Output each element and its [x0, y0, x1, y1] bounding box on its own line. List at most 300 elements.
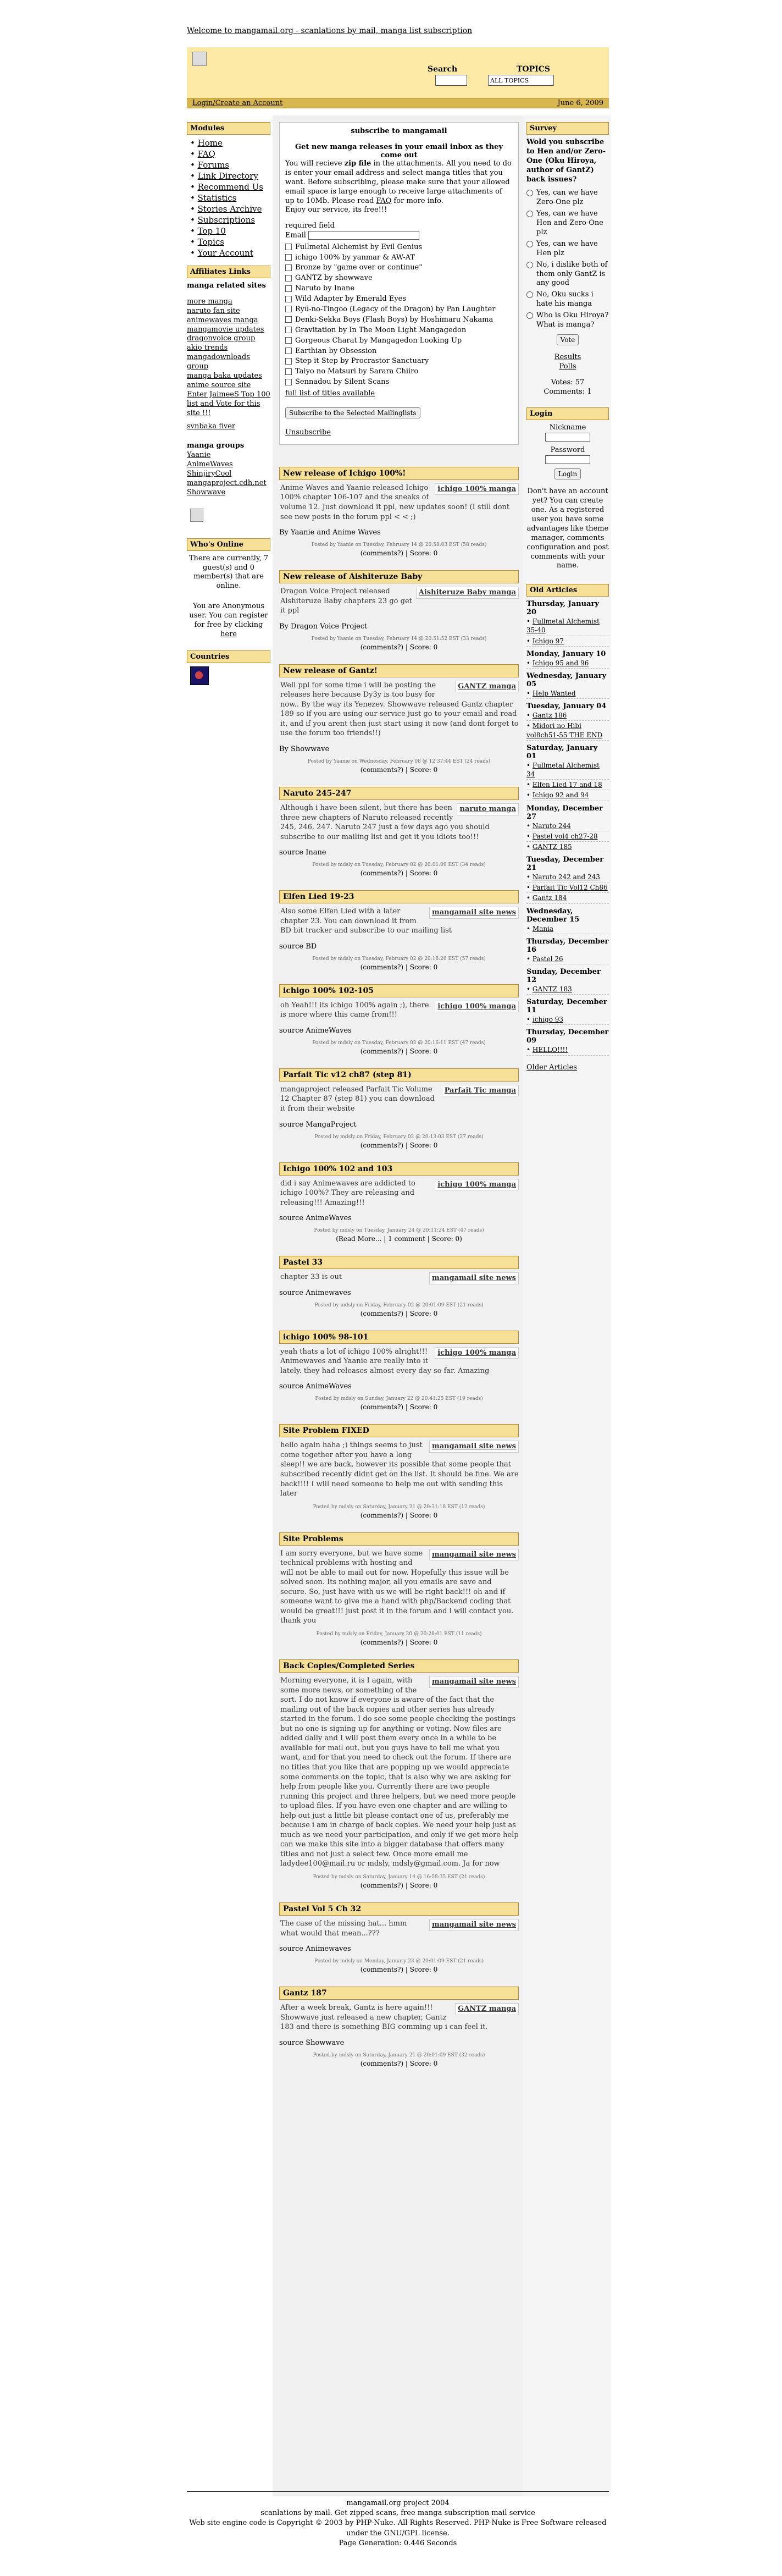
manga-title-label: Sennadou by Silent Scans — [295, 378, 390, 387]
old-article-link[interactable]: Midori no Hibi vol8ch51-55 THE END — [526, 722, 603, 739]
article-comments-link[interactable]: (comments?) | Score: 0 — [360, 1047, 438, 1055]
survey-question: Wold you subscribe to Hen and/or Zero-One (Oku Hiroya, author of GantZ) back issues? — [526, 138, 606, 184]
article-body: did i say Animewaves are addicted to ichigo 100%? They are releasing and releasing!!! Amazing!!! — [280, 1179, 415, 1207]
article-body: After a week break, Gantz is here again!!! Showwave just released a new chapter, Gantz 183 and there is something BIG comming up i can feel it. — [280, 2004, 488, 2032]
affiliate-link[interactable]: anime source site — [187, 380, 251, 389]
footer-rule — [187, 2491, 609, 2492]
article-body: Dragon Voice Project released Aishiteruze Baby chapters 23 go get it ppl — [280, 587, 412, 615]
old-article-link[interactable]: Parfait Tic Vol12 Ch86 — [532, 884, 608, 892]
search-input[interactable] — [435, 75, 467, 86]
article-title[interactable]: Site Problems — [279, 1532, 519, 1546]
old-article-link[interactable]: Naruto 242 and 243 — [532, 873, 600, 881]
results-link[interactable]: Results — [554, 352, 581, 361]
article — [279, 1532, 519, 1646]
manga-title-label: GANTZ by showwave — [295, 274, 373, 283]
manga-title-row — [285, 284, 513, 294]
article-topic-link[interactable]: GANTZ manga — [455, 2003, 519, 2015]
manga-title-label: ichigo 100% by yanmar & AW-AT — [295, 253, 415, 262]
old-article-item — [526, 790, 609, 801]
manga-title-row — [285, 357, 513, 366]
old-article-link[interactable]: Mania — [532, 924, 554, 933]
manga-title-checkbox[interactable] — [285, 347, 292, 354]
article-body-wrap — [279, 907, 519, 936]
old-article-day: Monday, December 27 — [526, 804, 603, 821]
article-title[interactable]: Parfait Tic v12 ch87 (step 81) — [279, 1068, 519, 1082]
old-articles-title: Old Articles — [526, 584, 609, 597]
old-article-items — [526, 760, 609, 801]
affiliate-banner-icon[interactable] — [190, 509, 203, 522]
survey-option — [526, 311, 609, 330]
survey-radio[interactable] — [526, 291, 533, 298]
footer-line1: mangamail.org project 2004 — [346, 2499, 450, 2507]
article-topic-link[interactable]: GANTZ manga — [455, 681, 519, 693]
welcome-link[interactable]: Welcome to mangamail.org - scanlations by mail, manga list subscription — [187, 26, 473, 35]
article-topic-link[interactable]: mangamail site news — [429, 1919, 519, 1931]
manga-title-label: Earthian by Obsession — [295, 346, 377, 355]
module-item — [190, 182, 270, 192]
manga-title-checkbox[interactable] — [285, 316, 292, 323]
manga-title-row — [285, 295, 513, 304]
old-article-link[interactable]: Naruto 244 — [532, 821, 571, 830]
survey-option — [526, 261, 609, 289]
article-comments-link[interactable]: (comments?) | Score: 0 — [360, 1309, 438, 1317]
affiliate-link[interactable]: dragonvoice group — [187, 334, 256, 343]
survey-radio[interactable] — [526, 211, 533, 217]
module-link[interactable]: Recommend Us — [197, 182, 263, 192]
manga-title-row — [285, 253, 513, 263]
article-comments-link[interactable]: (comments?) | Score: 0 — [360, 963, 438, 971]
old-article-items — [526, 616, 609, 647]
article-body-wrap — [279, 1001, 519, 1020]
survey-title: Survey — [526, 122, 609, 135]
article-source: source MangaProject — [279, 1120, 357, 1129]
article-comments-link[interactable]: (comments?) | Score: 0 — [360, 765, 438, 774]
affiliates-title: Affiliates Links — [187, 266, 270, 278]
manga-title-row — [285, 337, 513, 346]
old-article-day: Tuesday, January 04 — [526, 702, 607, 711]
manga-title-label: Naruto by Inane — [295, 284, 355, 293]
manga-title-row — [285, 326, 513, 335]
affiliate-item — [187, 297, 270, 307]
article-body-wrap — [279, 587, 519, 616]
manga-title-checkbox[interactable] — [285, 368, 292, 375]
right-column — [526, 122, 609, 1072]
survey-option-label: Yes, can we have Hen plz — [536, 239, 598, 257]
article-body: I am sorry everyone, but we have some technical problems with hosting and will not be able to mail out for now. Hopefully this issue will be solved soon. Its nothing major, all you emails are save and secure. So, just have with us we will be right back!!! oh and if someone want to give me a hand with php/Backend coding that would be great!!! just post it in the forum and i will contact you. thank you — [280, 1549, 514, 1625]
module-link[interactable]: Stories Archive — [197, 204, 262, 214]
old-article-link[interactable]: Help Wanted — [532, 689, 576, 698]
navbar — [187, 98, 609, 108]
survey-option — [526, 290, 609, 309]
old-article-link[interactable]: GANTZ 185 — [532, 842, 572, 851]
subscribe-paragraph — [285, 159, 513, 206]
old-article-item — [526, 842, 609, 852]
group-link[interactable]: Yaanie — [187, 451, 211, 460]
old-article-link[interactable]: Gantz 184 — [532, 894, 567, 902]
article — [279, 467, 519, 557]
old-article-items — [526, 924, 609, 934]
old-article-link[interactable]: Ichigo 92 and 94 — [532, 791, 589, 799]
manga-title-checkbox[interactable] — [285, 327, 292, 333]
module-item — [190, 226, 270, 236]
survey-radio[interactable] — [526, 241, 533, 247]
email-label: Email — [285, 231, 306, 240]
footer-line3: Web site engine code is Copyright © 2003 by PHP-Nuke. All Rights Reserved. PHP-Nuke is Free Software released under the GNU/GPL license. — [189, 2519, 607, 2538]
affiliate-link[interactable]: animewaves manga — [187, 316, 258, 324]
whos-online-text2-wrap — [187, 602, 270, 639]
subscribe-title: subscribe to mangamail — [351, 127, 447, 135]
group-item — [187, 470, 270, 479]
old-article-link[interactable]: HELLO!!!! — [532, 1046, 568, 1054]
affiliate-item — [187, 353, 270, 372]
subscribe-p1b: zip file — [344, 159, 371, 168]
article-posted: Posted by mdsly on Saturday, January 21 @ 20:01:09 EST (32 reads) — [313, 2052, 485, 2058]
old-article-day: Sunday, December 12 — [526, 968, 601, 985]
old-article-day: Saturday, January 01 — [526, 743, 598, 760]
old-article-day: Thursday, January 20 — [526, 600, 599, 617]
article-topic-link[interactable]: mangamail site news — [429, 1676, 519, 1688]
module-item — [190, 149, 270, 159]
article-posted: Posted by Yaanie on Tuesday, February 14 @ 20:51:52 EST (33 reads) — [311, 636, 487, 642]
affiliate-link[interactable]: akio trends — [187, 344, 228, 352]
manga-title-row — [285, 378, 513, 387]
manga-title-checkbox[interactable] — [285, 275, 292, 282]
nickname-label: Nickname — [549, 423, 586, 432]
article-title[interactable]: Pastel Vol 5 Ch 32 — [279, 1902, 519, 1916]
module-link[interactable]: Link Directory — [197, 171, 258, 181]
article-body-wrap — [279, 1179, 519, 1208]
survey-comments: Comments: 1 — [543, 387, 592, 396]
subscribe-p1a: You will recieve — [285, 159, 345, 168]
old-article-link[interactable]: Pastel vol4 ch27-28 — [532, 832, 598, 840]
article-title[interactable]: ichigo 100% 102-105 — [279, 984, 519, 997]
old-article-link[interactable]: Fullmetal Alchemist 35-40 — [526, 617, 600, 635]
article-comments-link[interactable]: (Read More... | 1 comment | Score: 0) — [336, 1235, 462, 1243]
article-body-wrap — [279, 483, 519, 522]
article-comments-link[interactable]: (comments?) | Score: 0 — [360, 1966, 438, 1974]
subscribe-button[interactable]: Subscribe to the Selected Mailinglists — [285, 407, 420, 418]
article-source: source AnimeWaves — [279, 1382, 352, 1391]
article — [279, 984, 519, 1055]
affiliate-link[interactable]: mangamovie updates — [187, 325, 264, 334]
affiliates-subtitle: manga related sites — [187, 282, 266, 290]
manga-title-checkbox[interactable] — [285, 254, 292, 261]
article-topic-link[interactable]: ichigo 100% manga — [435, 483, 519, 495]
article-topic-link[interactable]: mangamail site news — [429, 1549, 519, 1561]
article-body-wrap — [279, 1085, 519, 1114]
affiliate-extra-link[interactable]: svnbaka fiver — [187, 422, 236, 431]
article-body: Also some Elfen Lied with a later chapter 23. You can download it from BD bit tracker and subscribe to our mailing list — [280, 907, 452, 935]
manga-title-checkbox[interactable] — [285, 244, 292, 250]
group-link[interactable]: ShinjiryCool — [187, 470, 232, 478]
article-body: chapter 33 is out — [280, 1273, 342, 1282]
article-body: yeah thats a lot of ichigo 100% alright!!! Animewaves and Yaanie are really into it lately. they had releases almost every day so far. Amazing — [280, 1347, 490, 1375]
article-source: source Animewaves — [279, 1945, 351, 1954]
site-logo-icon[interactable] — [192, 52, 207, 66]
manga-groups-links — [187, 451, 270, 497]
affiliate-link[interactable]: more manga — [187, 297, 232, 306]
article-body: mangaproject released Parfait Tic Volume 12 Chapter 87 (step 81) you can download it from their website — [280, 1085, 435, 1113]
article — [279, 1256, 519, 1317]
article-body: The case of the missing hat... hmm what would that mean...??? — [280, 1919, 407, 1938]
article — [279, 664, 519, 774]
old-article-link[interactable]: Fullmetal Alchemist 34 — [526, 761, 600, 778]
survey-radio[interactable] — [526, 190, 533, 196]
group-item — [187, 488, 270, 498]
module-link[interactable]: Home — [197, 138, 223, 148]
manga-title-label: Bronze by "game over or continue" — [295, 263, 423, 272]
article-comments-link[interactable]: (comments?) | Score: 0 — [360, 549, 438, 558]
header — [187, 47, 609, 98]
manga-title-checkbox[interactable] — [285, 358, 292, 365]
article-comments-link[interactable]: (comments?) | Score: 0 — [360, 869, 438, 878]
old-article-items — [526, 1014, 609, 1025]
module-link[interactable]: Top 10 — [197, 226, 226, 236]
affiliate-item — [187, 381, 270, 390]
affiliate-item — [187, 334, 270, 344]
footer — [187, 2498, 609, 2549]
article-source: source Animewaves — [279, 1288, 351, 1297]
country-globe-icon — [190, 666, 209, 685]
old-article-item — [526, 1045, 609, 1055]
old-article-link[interactable]: Gantz 186 — [532, 711, 567, 720]
module-item — [190, 193, 270, 203]
manga-groups-title: manga groups — [187, 442, 245, 450]
survey-option-label: Yes, can we have Zero-One plz — [536, 189, 598, 207]
countries-title: Countries — [187, 650, 270, 663]
article-source: source Showwave — [279, 2038, 345, 2047]
old-article-item — [526, 924, 609, 934]
article-topic-link[interactable]: ichigo 100% manga — [435, 1347, 519, 1359]
article-topic-link[interactable]: mangamail site news — [429, 1441, 519, 1453]
module-item — [190, 204, 270, 214]
article-comments-link[interactable]: (comments?) | Score: 0 — [360, 1511, 438, 1519]
article-title[interactable]: ichigo 100% 98-101 — [279, 1331, 519, 1344]
old-article-link[interactable]: Elfen Lied 17 and 18 — [532, 781, 602, 789]
old-article-item — [526, 658, 609, 669]
affiliate-link[interactable]: manga baka updates — [187, 372, 262, 380]
survey-option — [526, 189, 609, 207]
article-topic-link[interactable]: Parfait Tic manga — [442, 1085, 519, 1097]
group-item — [187, 460, 270, 470]
article-title[interactable]: Back Copies/Completed Series — [279, 1659, 519, 1673]
vote-button[interactable]: Vote — [557, 334, 579, 345]
current-date: June 6, 2009 — [557, 99, 603, 107]
article-comments-link[interactable]: (comments?) | Score: 0 — [360, 643, 438, 651]
module-link[interactable]: Topics — [197, 237, 224, 247]
module-link[interactable]: Forums — [197, 160, 229, 170]
manga-title-row — [285, 274, 513, 283]
article-source: source AnimeWaves — [279, 1026, 352, 1035]
article-title[interactable]: Elfen Lied 19-23 — [279, 890, 519, 903]
topics-label: TOPICS — [517, 65, 550, 74]
article-body-wrap — [279, 1441, 519, 1498]
module-link[interactable]: Statistics — [197, 193, 237, 203]
article — [279, 787, 519, 877]
group-item — [187, 451, 270, 460]
manga-title-checkbox[interactable] — [285, 296, 292, 302]
old-article-day: Wednesday, December 15 — [526, 907, 580, 924]
article-posted: Posted by mdsly on Friday, January 20 @ 20:28:01 EST (11 reads) — [316, 1631, 482, 1637]
manga-title-row — [285, 347, 513, 356]
affiliate-link[interactable]: naruto fan site — [187, 306, 240, 315]
manga-title-checkbox[interactable] — [285, 285, 292, 292]
article-body-wrap — [279, 681, 519, 738]
old-article-link[interactable]: Ichigo 97 — [532, 637, 564, 645]
article-title[interactable]: Gantz 187 — [279, 1987, 519, 2000]
old-article-item — [526, 821, 609, 831]
manga-title-label: Step it Step by Procrastor Sanctuary — [295, 357, 429, 366]
article-posted: Posted by Yaanie on Wednesday, February 08 @ 12:37:44 EST (24 reads) — [307, 758, 491, 764]
manga-title-label: Gorgeous Charat by Mangagedon Looking Up — [295, 336, 462, 345]
topics-select[interactable]: ALL TOPICS — [488, 75, 554, 86]
article-source: By Yaanie and Anime Waves — [279, 528, 381, 537]
old-article-link[interactable]: Ichigo 95 and 96 — [532, 659, 589, 667]
subscribe-p1c: in the attachments. All you need to do is enter your email address and select manga titles that you want. Before subscribing, please make sure that your allowed email space is large enough to receive large attachments of up to 10Mb. Please read — [285, 159, 512, 205]
login-title: Login — [526, 407, 609, 420]
old-article-items — [526, 688, 609, 699]
old-article-items — [526, 954, 609, 964]
article-body-wrap — [279, 1676, 519, 1869]
group-link[interactable]: Showwave — [187, 488, 226, 497]
login-button[interactable]: Login — [554, 468, 581, 479]
subscribe-box — [279, 122, 519, 445]
old-article-link[interactable]: GANTZ 183 — [532, 985, 572, 994]
module-item — [190, 138, 270, 148]
affiliate-item — [187, 316, 270, 326]
subscribe-headline: Get new manga releases in your email inbox as they come out — [295, 143, 503, 159]
survey-votes: Votes: 57 — [551, 378, 585, 387]
article-title[interactable]: Site Problem FIXED — [279, 1424, 519, 1437]
article-comments-link[interactable]: (comments?) | Score: 0 — [360, 1141, 438, 1149]
article — [279, 1987, 519, 2067]
article-posted: Posted by mdsly on Tuesday, February 02 @ 20:18:26 EST (57 reads) — [312, 956, 486, 962]
whos-online-title: Who's Online — [187, 538, 270, 551]
article-comments-link[interactable]: (comments?) | Score: 0 — [360, 1881, 438, 1889]
article-source: source AnimeWaves — [279, 1214, 352, 1223]
article-topic-link[interactable]: Aishiteruze Baby manga — [416, 587, 519, 599]
article-title[interactable]: Ichigo 100% 102 and 103 — [279, 1162, 519, 1176]
modules-list — [187, 138, 270, 258]
group-link[interactable]: AnimeWaves — [187, 460, 233, 469]
article-body-wrap — [279, 2003, 519, 2032]
article-body: hello again haha ;) things seems to just come together after you have a long sleep!! we are back, however its possible that some people that subscribed recently didnt get on the list. It should be fine. We are back!!!! I will need someone to help me out with sending this later — [280, 1441, 519, 1498]
article-topic-link[interactable]: ichigo 100% manga — [435, 1001, 519, 1013]
manga-title-checkbox[interactable] — [285, 379, 292, 385]
old-article-item — [526, 760, 609, 780]
article-posted: Posted by Yaanie on Tuesday, February 14 @ 20:58:03 EST (58 reads) — [311, 542, 487, 548]
unsubscribe-link[interactable]: Unsubscribe — [285, 428, 331, 437]
welcome-text — [187, 26, 472, 35]
old-article-item — [526, 872, 609, 882]
old-article-link[interactable]: Pastel 26 — [532, 955, 563, 963]
group-link[interactable]: mangaproject.cdh.net — [187, 478, 267, 487]
old-article-day: Thursday, December 09 — [526, 1028, 609, 1045]
article-posted: Posted by mdsly on Saturday, January 21 @ 20:31:18 EST (12 reads) — [313, 1504, 485, 1510]
group-item — [187, 479, 270, 488]
article — [279, 890, 519, 971]
article-comments-link[interactable]: (comments?) | Score: 0 — [360, 1639, 438, 1647]
article-title[interactable]: New release of Aishiteruze Baby — [279, 570, 519, 583]
nickname-input[interactable] — [545, 433, 590, 442]
email-input[interactable] — [308, 231, 419, 240]
old-article-item — [526, 984, 609, 995]
article-topic-link[interactable]: naruto manga — [457, 803, 519, 815]
old-article-items — [526, 710, 609, 741]
article-topic-link[interactable]: mangamail site news — [429, 907, 519, 919]
manga-title-checkbox[interactable] — [285, 306, 292, 312]
module-item — [190, 237, 270, 247]
manga-title-row — [285, 243, 513, 252]
manga-title-checkbox[interactable] — [285, 337, 292, 344]
survey-radio[interactable] — [526, 262, 533, 268]
old-article-item — [526, 616, 609, 636]
subscribe-p2: Enjoy our service, its free!!! — [285, 206, 387, 214]
footer-line4: Page Generation: 0.446 Seconds — [339, 2539, 457, 2547]
old-article-items — [526, 872, 609, 904]
module-item — [190, 215, 270, 225]
article-topic-link[interactable]: mangamail site news — [429, 1272, 519, 1284]
article-comments-link[interactable]: (comments?) | Score: 0 — [360, 1403, 438, 1411]
manga-title-row — [285, 263, 513, 273]
old-article-item — [526, 831, 609, 842]
old-article-day: Wednesday, January 05 — [526, 672, 607, 689]
password-input[interactable] — [545, 455, 590, 464]
article-body-wrap — [279, 1272, 519, 1282]
article — [279, 1068, 519, 1149]
article-title[interactable]: Pastel 33 — [279, 1256, 519, 1269]
manga-title-label: Gravitation by In The Moon Light Mangagedon — [295, 326, 467, 334]
manga-title-checkbox[interactable] — [285, 264, 292, 271]
module-link[interactable]: Your Account — [197, 248, 253, 258]
login-info-text: Don't have an account yet? You can create one. As a registered user you have some advantages like theme manager, comments configuration and post comments with your name. — [526, 487, 609, 570]
module-item — [190, 160, 270, 170]
survey-option — [526, 240, 609, 258]
article-title[interactable]: Naruto 245-247 — [279, 787, 519, 800]
article — [279, 1424, 519, 1519]
older-articles-link[interactable]: Older Articles — [526, 1063, 577, 1072]
old-article-items — [526, 658, 609, 669]
article-topic-link[interactable]: ichigo 100% manga — [435, 1179, 519, 1191]
affiliate-item — [187, 307, 270, 316]
old-article-day: Saturday, December 11 — [526, 998, 607, 1015]
faq-link[interactable]: FAQ — [376, 196, 392, 205]
affiliates-links — [187, 297, 270, 418]
article-posted: Posted by mdsly on Tuesday, January 24 @ 20:11:24 EST (47 reads) — [314, 1228, 484, 1234]
module-link[interactable]: FAQ — [197, 149, 215, 159]
register-here-link[interactable]: here — [220, 630, 237, 638]
login-create-account-link[interactable]: Login/Create an Account — [192, 99, 283, 107]
survey-option-label: No, i dislike both of them only GantZ is any good — [536, 260, 608, 288]
old-article-link[interactable]: ichigo 93 — [532, 1016, 564, 1024]
article-title[interactable]: New release of Gantz! — [279, 664, 519, 677]
module-item — [190, 171, 270, 181]
survey-radio[interactable] — [526, 312, 533, 319]
manga-title-row — [285, 305, 513, 315]
article-comments-link[interactable]: (comments?) | Score: 0 — [360, 2059, 438, 2067]
article-body: oh Yeah!!! its ichigo 100% again ;), there is more where this came from!!! — [280, 1001, 429, 1019]
survey-options — [526, 189, 609, 329]
article-title[interactable]: New release of Ichigo 100%! — [279, 467, 519, 480]
affiliate-link[interactable]: Enter JaimeeS Top 100 list and Vote for this site !!! — [187, 390, 270, 417]
full-list-link[interactable]: full list of titles available — [285, 389, 375, 398]
affiliate-link[interactable]: mangadownloads group — [187, 353, 250, 371]
module-link[interactable]: Subscriptions — [197, 215, 256, 225]
email-row — [285, 231, 513, 240]
polls-link[interactable]: Polls — [559, 362, 576, 371]
whos-online-text2: You are Anonymous user. You can register for free by clicking — [189, 602, 268, 630]
article-body: Anime Waves and Yaanie released Ichigo 100% chapter 106-107 and the sneaks of volume 12. Just download it ppl, new updates soon! (I still dont see new posts in the forum ppl < < ;) — [280, 483, 510, 521]
